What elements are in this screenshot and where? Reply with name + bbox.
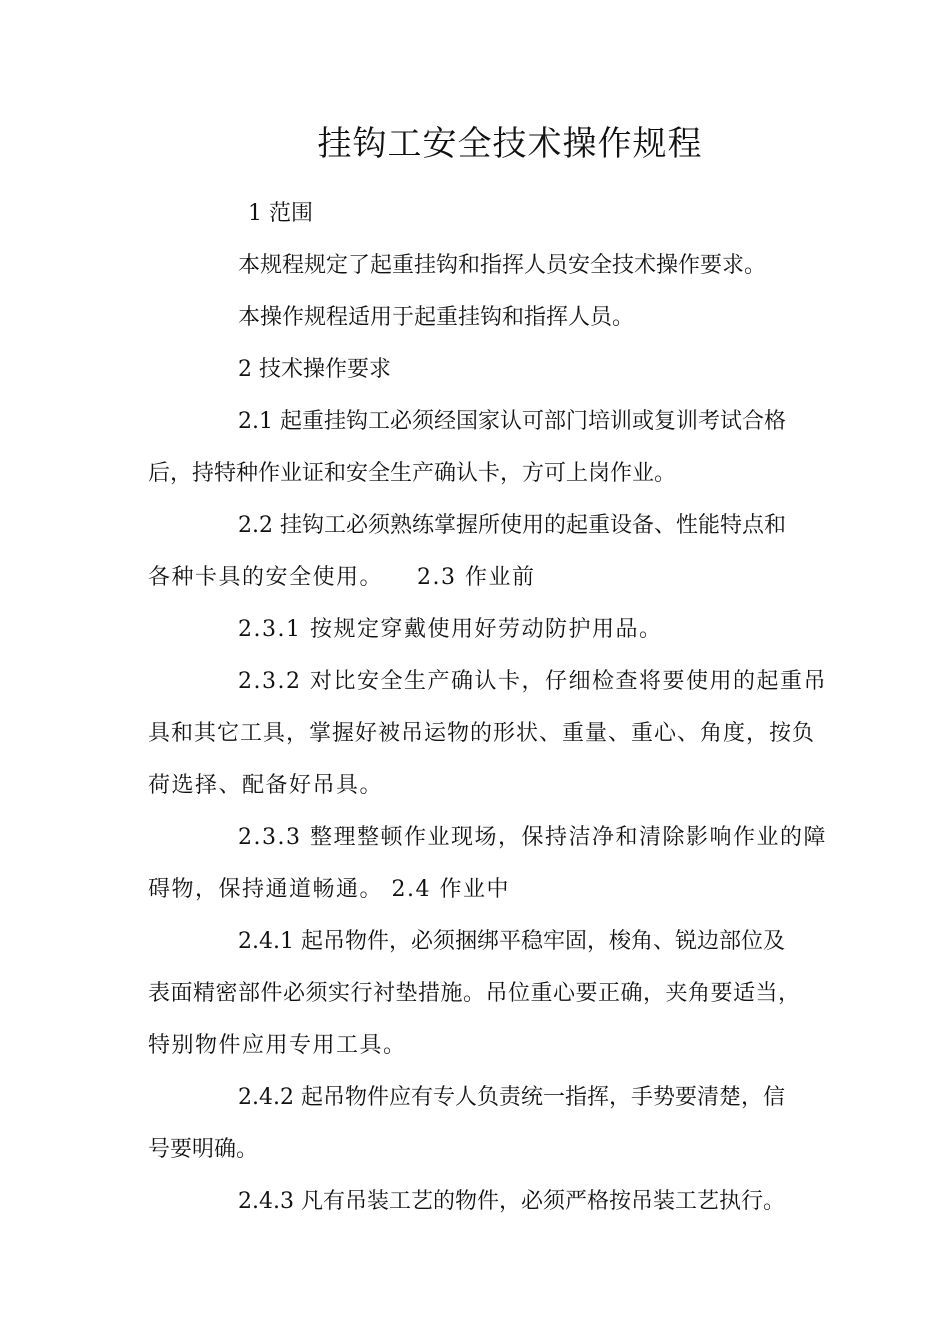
- section-heading-requirements: 2 技术操作要求: [238, 357, 391, 382]
- paragraph-line: 号要明确。: [148, 1137, 259, 1162]
- paragraph-line: 碍物，保持通道畅通。 2.4 作业中: [148, 877, 510, 902]
- paragraph-line: 2.3.3 整理整顿作业现场，保持洁净和清除影响作业的障: [238, 825, 827, 850]
- paragraph-line: 2.4.3 凡有吊装工艺的物件，必须严格按吊装工艺执行。: [238, 1189, 785, 1214]
- paragraph-line: 2.1 起重挂钩工必须经国家认可部门培训或复训考试合格: [238, 409, 786, 434]
- section-heading-scope: 1 范围: [248, 201, 313, 226]
- paragraph-line: 特别物件应用专用工具。: [148, 1033, 407, 1058]
- paragraph-line: 2.4.1 起吊物件，必须捆绑平稳牢固，梭角、锐边部位及: [238, 929, 785, 954]
- paragraph-line: 2.2 挂钩工必须熟练掌握所使用的起重设备、性能特点和: [238, 513, 786, 538]
- paragraph-line: 2.3.2 对比安全生产确认卡，仔细检查将要使用的起重吊: [238, 669, 827, 694]
- document-title: 挂钩工安全技术操作规程: [317, 124, 703, 164]
- document-body: [148, 188, 827, 1228]
- paragraph-line: 各种卡具的安全使用。 2.3 作业前: [148, 565, 536, 590]
- paragraph-line: 2.4.2 起吊物件应有专人负责统一指挥，手势要清楚，信: [238, 1085, 785, 1110]
- paragraph-line: 荷选择、配备好吊具。: [148, 773, 384, 798]
- paragraph-line: 具和其它工具，掌握好被吊运物的形状、重量、重心、角度，按负: [148, 721, 816, 746]
- paragraph-line: 表面精密部件必须实行衬垫措施。吊位重心要正确，夹角要适当，: [148, 981, 801, 1006]
- paragraph-line: 本操作规程适用于起重挂钩和指挥人员。: [238, 305, 635, 330]
- paragraph-line: 后，持特种作业证和安全生产确认卡，方可上岗作业。: [148, 461, 677, 486]
- paragraph-line: 2.3.1 按规定穿戴使用好劳动防护用品。: [238, 617, 663, 642]
- paragraph-line: 本规程规定了起重挂钩和指挥人员安全技术操作要求。: [238, 253, 767, 278]
